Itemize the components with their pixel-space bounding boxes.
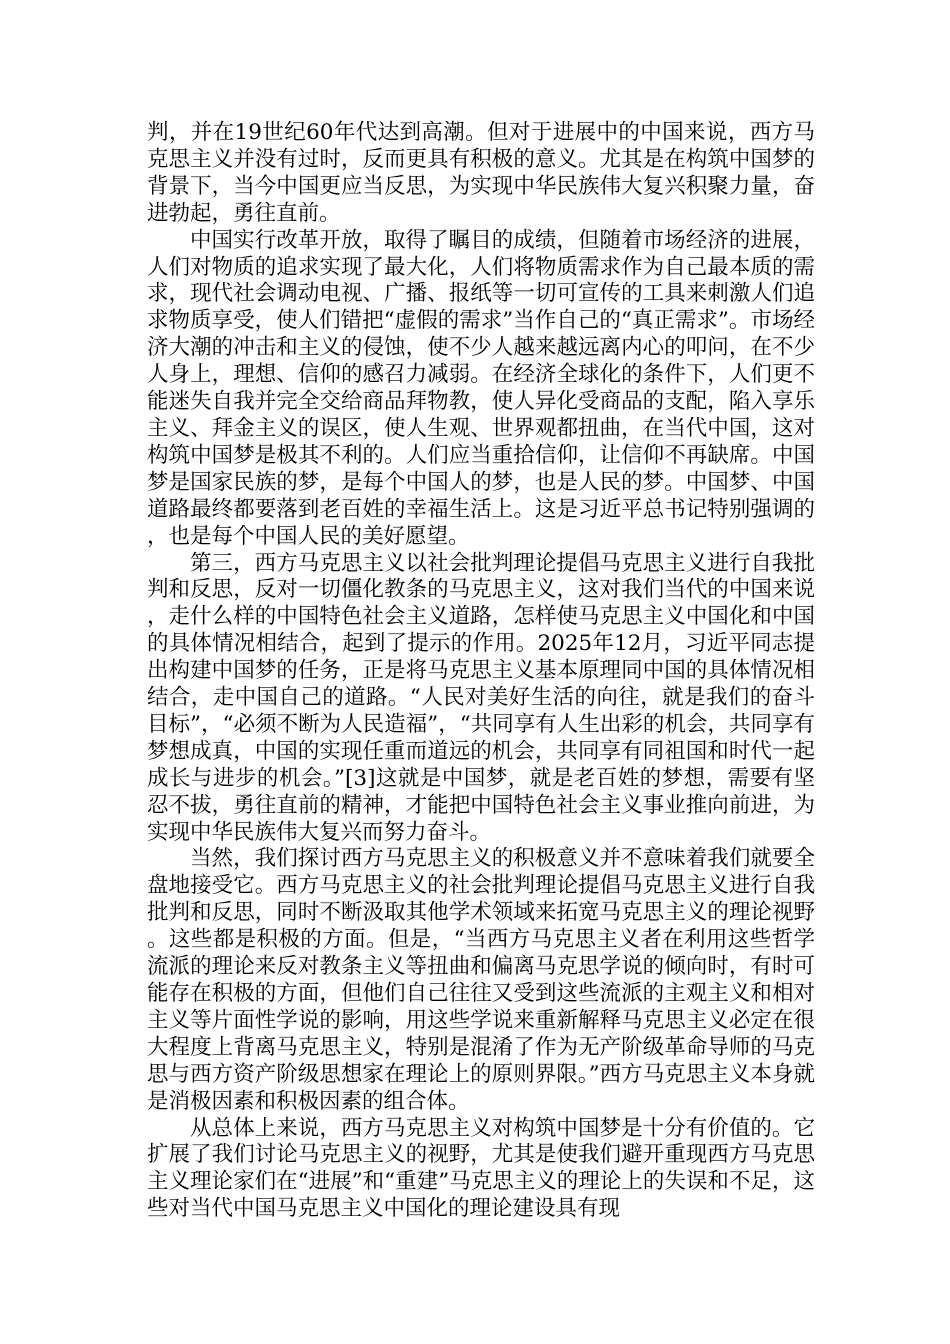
paragraph-3: 第三，西方马克思主义以社会批判理论提倡马克思主义进行自我批判和反思，反对一切僵化教条的马克思主义，这对我们当代的中国来说，走什么样的中国特色社会主义道路，怎样使马克思主义中国化和中国的具体情况相结合，起到了提示的作用。2025年12月，习近平同志提出构建中国梦的任务，正是将马克思主义基本原理同中国的具体情况相结合，走中国自己的道路。“人民对美好生活的向往，就是我们的奋斗目标”，“必须不断为人民造福”，“共同享有人生出彩的机会，共同享有梦想成真，中国的实现任重而道远的机会，共同享有同祖国和时代一起成长与进步的机会。”[3]这就是中国梦，就是老百姓的梦想，需要有坚忍不拔，勇往直前的精神，才能把中国特色社会主义事业推向前进，为实现中华民族伟大复兴而努力奋斗。: [147, 550, 815, 845]
paragraph-2: 中国实行改革开放，取得了瞩目的成绩，但随着市场经济的进展，人们对物质的追求实现了最大化，人们将物质需求作为自己最本质的需求，现代社会调动电视、广播、报纸等一切可宣传的工具来刺激人们追求物质享受，使人们错把“虚假的需求”当作自己的“真正需求”。市场经济大潮的冲击和主义的侵蚀，使不少人越来越远离内心的叩问，在不少人身上，理想、信仰的感召力减弱。在经济全球化的条件下，人们更不能迷失自我并完全交给商品拜物教，使人异化受商品的支配，陷入享乐主义、拜金主义的误区，使人生观、世界观都扭曲，在当代中国，这对构筑中国梦是极其不利的。人们应当重拾信仰，让信仰不再缺席。中国梦是国家民族的梦，是每个中国人的梦，也是人民的梦。中国梦、中国道路最终都要落到老百姓的幸福生活上。这是习近平总书记特别强调的，也是每个中国人民的美好愿望。: [147, 227, 815, 549]
paragraph-4: 当然，我们探讨西方马克思主义的积极意义并不意味着我们就要全盘地接受它。西方马克思主义的社会批判理论提倡马克思主义进行自我批判和反思，同时不断汲取其他学术领域来拓宽马克思主义的理论视野。这些都是积极的方面。但是，“当西方马克思主义者在利用这些哲学流派的理论来反对教条主义等扭曲和偏离马克思学说的倾向时，有时可能存在积极的方面，但他们自己往往又受到这些流派的主观主义和相对主义等片面性学说的影响，用这些学说来重新解释马克思主义必定在很大程度上背离马克思主义，特别是混淆了作为无产阶级革命导师的马克思与西方资产阶级思想家在理论上的原则界限。”西方马克思主义本身就是消极因素和积极因素的组合体。: [147, 846, 815, 1114]
article-body: [147, 120, 815, 1223]
paragraph-1: 判，并在19世纪60年代达到高潮。但对于进展中的中国来说，西方马克思主义并没有过时，反而更具有积极的意义。尤其是在构筑中国梦的背景下，当今中国更应当反思，为实现中华民族伟大复兴积聚力量，奋进勃起，勇往直前。: [147, 120, 815, 226]
paragraph-5: 从总体上来说，西方马克思主义对构筑中国梦是十分有价值的。它扩展了我们讨论马克思主义的视野，尤其是使我们避开重现西方马克思主义理论家们在“进展”和“重建”马克思主义的理论上的失误和不足，这些对当代中国马克思主义中国化的理论建设具有现: [147, 1115, 815, 1222]
